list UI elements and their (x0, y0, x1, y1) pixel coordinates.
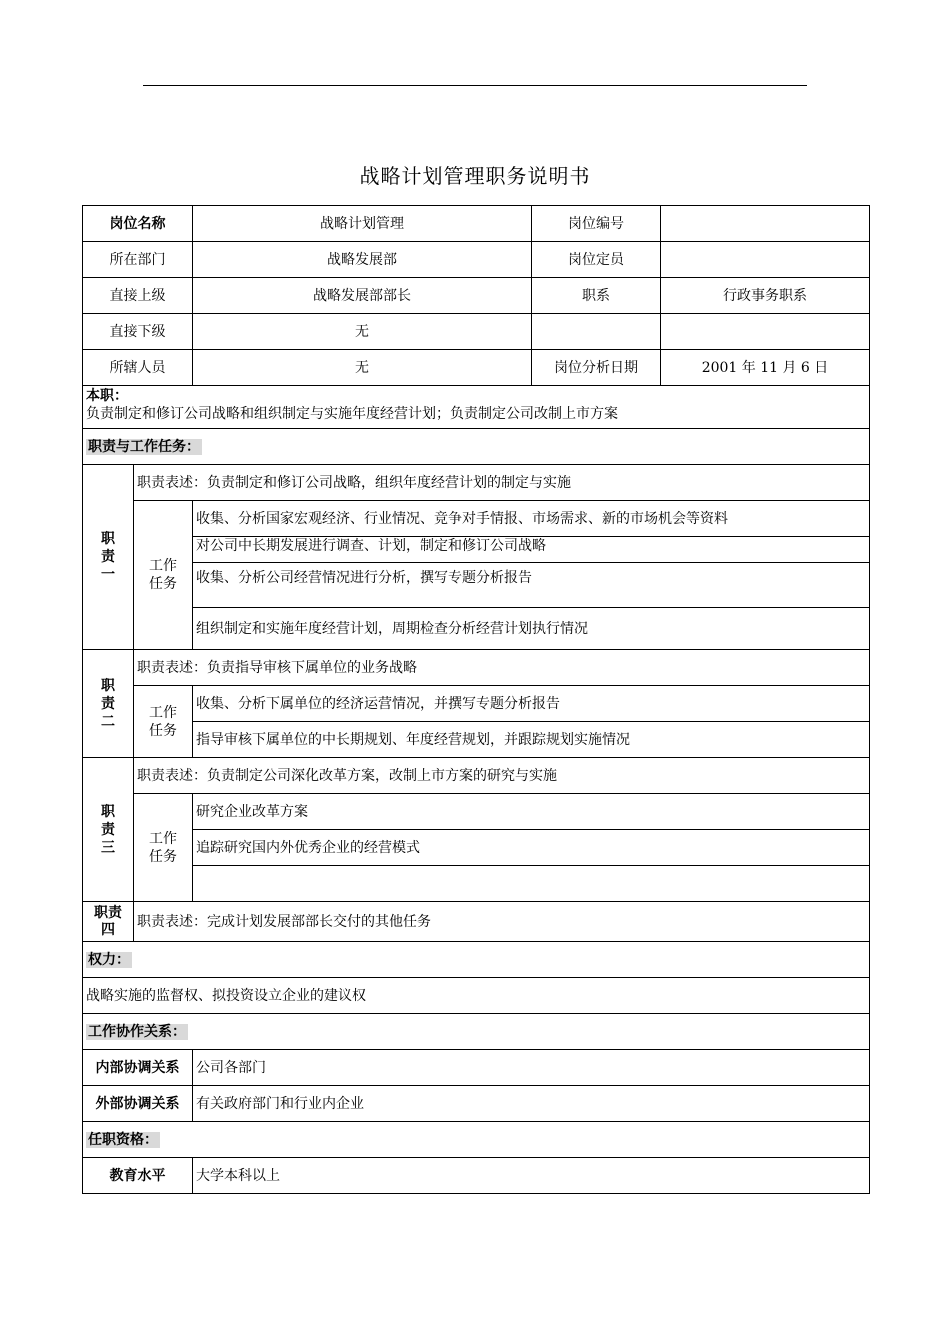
task-item: 收集、分析公司经营情况进行分析，撰写专题分析报告 (193, 563, 870, 608)
dept-label: 所在部门 (83, 242, 193, 278)
quota-value (661, 242, 870, 278)
row-relations-heading (83, 1014, 870, 1050)
task-item (193, 866, 870, 902)
task-item: 对公司中长期发展进行调查、计划，制定和修订公司战略 (193, 537, 870, 563)
duty-description: 职责表述：负责制定公司深化改革方案，改制上市方案的研究与实施 (134, 758, 870, 794)
job-name-value: 战略计划管理 (193, 206, 532, 242)
superior-value: 战略发展部部长 (193, 278, 532, 314)
duty-summary-cell (83, 386, 870, 429)
internal-label: 内部协调关系 (83, 1050, 193, 1086)
duty-description: 职责表述：负责指导审核下属单位的业务战略 (134, 650, 870, 686)
row-duties-heading (83, 429, 870, 465)
duty-label: 职责四 (83, 902, 134, 942)
task-item: 收集、分析下属单位的经济运营情况，并撰写专题分析报告 (193, 686, 870, 722)
task-row (83, 794, 870, 830)
task-row (83, 563, 870, 608)
row-duty-summary (83, 386, 870, 429)
dept-value: 战略发展部 (193, 242, 532, 278)
task-row (83, 686, 870, 722)
job-name-label: 岗位名称 (83, 206, 193, 242)
task-item: 收集、分析国家宏观经济、行业情况、竞争对手情报、市场需求、新的市场机会等资料 (193, 501, 870, 537)
task-item: 指导审核下属单位的中长期规划、年度经营规划，并跟踪规划实施情况 (193, 722, 870, 758)
authority-heading: 权力： (83, 942, 870, 978)
task-row (83, 501, 870, 537)
page-title: 战略计划管理职务说明书 (359, 164, 591, 188)
duty-row (83, 650, 870, 686)
task-label: 工作任务 (134, 686, 193, 758)
internal-value: 公司各部门 (193, 1050, 870, 1086)
task-item: 追踪研究国内外优秀企业的经营模式 (193, 830, 870, 866)
qualification-heading: 任职资格： (83, 1122, 870, 1158)
staff-value: 无 (193, 350, 532, 386)
external-label: 外部协调关系 (83, 1086, 193, 1122)
job-no-value (661, 206, 870, 242)
duty-description: 职责表述：负责制定和修订公司战略，组织年度经营计划的制定与实施 (134, 465, 870, 501)
external-value: 有关政府部门和行业内企业 (193, 1086, 870, 1122)
empty-cell (532, 314, 661, 350)
row-authority-heading (83, 942, 870, 978)
row-superior (83, 278, 870, 314)
row-internal (83, 1050, 870, 1086)
duty-row (83, 902, 870, 942)
task-row (83, 722, 870, 758)
duty-label: 职责三 (83, 758, 134, 902)
row-subordinate (83, 314, 870, 350)
task-row (83, 608, 870, 650)
series-label: 职系 (532, 278, 661, 314)
quota-label: 岗位定员 (532, 242, 661, 278)
series-value: 行政事务职系 (661, 278, 870, 314)
task-row (83, 866, 870, 902)
education-label: 教育水平 (83, 1158, 193, 1194)
staff-label: 所辖人员 (83, 350, 193, 386)
row-dept (83, 242, 870, 278)
education-value: 大学本科以上 (193, 1158, 870, 1194)
task-item: 研究企业改革方案 (193, 794, 870, 830)
relations-heading: 工作协作关系： (83, 1014, 870, 1050)
row-education (83, 1158, 870, 1194)
job-description-table (82, 205, 870, 1194)
task-row (83, 830, 870, 866)
empty-cell (661, 314, 870, 350)
duty-description: 职责表述：完成计划发展部部长交付的其他任务 (134, 902, 870, 942)
duty-summary-heading: 本职： (86, 388, 128, 404)
row-staff (83, 350, 870, 386)
date-value: 2001 年 11 月 6 日 (661, 350, 870, 386)
row-qualification-heading (83, 1122, 870, 1158)
subordinate-value: 无 (193, 314, 532, 350)
job-no-label: 岗位编号 (532, 206, 661, 242)
row-job-name (83, 206, 870, 242)
duty-row (83, 758, 870, 794)
duties-heading: 职责与工作任务： (83, 429, 870, 465)
duty-row (83, 465, 870, 501)
row-authority (83, 978, 870, 1014)
superior-label: 直接上级 (83, 278, 193, 314)
duty-label: 职责二 (83, 650, 134, 758)
row-external (83, 1086, 870, 1122)
task-label: 工作任务 (134, 501, 193, 650)
task-item: 组织制定和实施年度经营计划，周期检查分析经营计划执行情况 (193, 608, 870, 650)
authority-text: 战略实施的监督权、拟投资设立企业的建议权 (83, 978, 870, 1014)
subordinate-label: 直接下级 (83, 314, 193, 350)
duty-label: 职责一 (83, 465, 134, 650)
task-label: 工作任务 (134, 794, 193, 902)
header-rule (143, 85, 807, 86)
task-row (83, 537, 870, 563)
duty-summary-text: 负责制定和修订公司战略和组织制定与实施年度经营计划；负责制定公司改制上市方案 (86, 406, 618, 422)
date-label: 岗位分析日期 (532, 350, 661, 386)
